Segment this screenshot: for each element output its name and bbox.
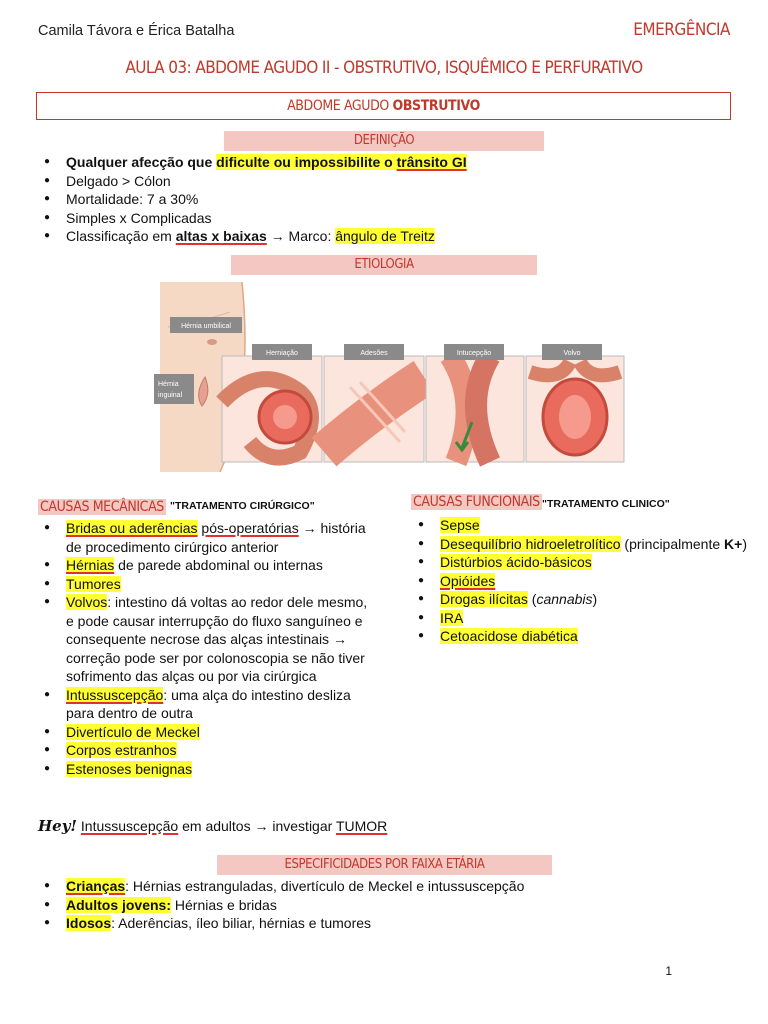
- cause-highlight: Cetoacidose diabética: [440, 628, 578, 644]
- cause-highlight: Drogas ilícitas: [440, 591, 528, 607]
- etiology-illustration: [150, 282, 628, 472]
- cause-highlight: Corpos estranhos: [66, 742, 177, 758]
- cause-highlight: Distúrbios ácido-básicos: [440, 554, 592, 570]
- cause-highlight: Tumores: [66, 575, 121, 592]
- list-item-text: Delgado > Cólon: [66, 172, 171, 189]
- panel-intussusception: [426, 344, 524, 462]
- topic-title-bold: OBSTRUTIVO: [392, 98, 480, 114]
- cause-highlight: Divertículo de Meckel: [66, 723, 200, 740]
- panel-herniation: [222, 344, 322, 462]
- list-item: [38, 760, 378, 779]
- list-item-text: ): [592, 591, 598, 607]
- list-item: [38, 914, 738, 933]
- definition-highlight-underlined: trânsito GI: [396, 154, 467, 170]
- list-item-text: Mortalidade: 7 a 30%: [66, 191, 199, 207]
- tip-line: [38, 817, 387, 835]
- list-item: [38, 723, 378, 742]
- list-item: [412, 590, 762, 609]
- list-item-text: Classificação em: [66, 228, 176, 244]
- panel-adhesions: [324, 344, 424, 462]
- document-authors: Camila Távora e Érica Batalha: [38, 23, 235, 39]
- label-panel-2: Adesões: [360, 350, 388, 357]
- cause-highlight: IRA: [440, 609, 464, 626]
- potassium-bold: K+: [724, 535, 743, 552]
- age-specifics-heading: ESPECIFICIDADES POR FAIXA ETÁRIA: [217, 855, 552, 875]
- list-item: [38, 896, 738, 915]
- list-item: [412, 609, 762, 628]
- list-item-text: → história de procedimento cirúrgico anterior: [66, 520, 366, 555]
- list-item: [412, 627, 762, 646]
- list-item: [38, 153, 738, 172]
- cause-highlight: Hérnias: [66, 557, 115, 573]
- cause-underlined: pós-operatórias: [201, 520, 299, 536]
- list-item-text: → Marco:: [266, 228, 336, 244]
- list-item-text: : intestino dá voltas ao redor dele mesmo, e pode causar interrupção do fluxo sanguíneo e consequente necrose das alças intestinais → correção pode ser por colonoscopia se não tiver sofrimento das alças ou por via cirúrgica: [66, 594, 368, 684]
- list-item-text: Simples x Complicadas: [66, 209, 212, 226]
- functional-causes-heading: CAUSAS FUNCIONAIS: [413, 494, 540, 510]
- surgical-treatment-note: "TRATAMENTO CIRÚRGICO": [170, 500, 315, 512]
- cause-highlight: Intussuscepção: [66, 686, 164, 703]
- list-item: [38, 686, 378, 723]
- label-hernia-inguinal-2: inguinal: [158, 392, 183, 399]
- cause-highlight: Opióides: [440, 572, 496, 589]
- tip-tumor: TUMOR: [335, 818, 388, 834]
- cannabis-italic: cannabis: [536, 591, 593, 607]
- cause-highlight: Estenoses benignas: [66, 760, 193, 777]
- label-panel-3: Intucepção: [456, 350, 492, 357]
- list-item: [412, 572, 762, 591]
- list-item: [38, 593, 378, 686]
- etiology-heading: ETIOLOGIA: [231, 255, 537, 275]
- list-item: [38, 190, 738, 209]
- list-item: [412, 535, 762, 554]
- label-panel-4: Volvo: [563, 350, 581, 357]
- specialty-label: EMERGÊNCIA: [633, 20, 730, 40]
- page-number: 1: [665, 964, 672, 978]
- list-item: [38, 227, 738, 246]
- topic-title-prefix: ABDOME AGUDO: [287, 98, 393, 114]
- list-item-text: ): [742, 535, 748, 552]
- topic-title-box: [36, 92, 731, 120]
- list-item: [38, 556, 378, 575]
- list-item: [38, 209, 738, 228]
- label-hernia-inguinal-1: Hérnia: [158, 381, 179, 388]
- label-panel-1: Herniação: [266, 350, 298, 357]
- functional-causes-list: [412, 516, 762, 646]
- list-item-text: (: [527, 591, 537, 607]
- list-item-text: Hérnias e bridas: [171, 896, 277, 913]
- list-item-text: : Aderências, íleo biliar, hérnias e tumores: [111, 915, 372, 931]
- list-item-text: de parede abdominal ou internas: [114, 557, 323, 573]
- mechanical-causes-list: [38, 519, 378, 778]
- list-item: [38, 877, 738, 896]
- cause-highlight: Volvos: [66, 594, 108, 610]
- list-item: [38, 575, 378, 594]
- list-item: [38, 172, 738, 191]
- list-item-text: (principalmente: [620, 535, 725, 552]
- list-item: [38, 741, 378, 760]
- age-group-label: Idosos: [66, 915, 112, 931]
- age-specifics-list: [38, 877, 738, 933]
- tip-text: em adultos → investigar: [178, 818, 336, 834]
- tip-underlined: Intussuscepção: [80, 818, 179, 834]
- treitz-highlight: ângulo de Treitz: [335, 228, 435, 244]
- cause-highlight: Sepse: [440, 517, 480, 533]
- clinical-treatment-note: "TRATAMENTO CLINICO": [542, 498, 670, 510]
- lecture-title: AULA 03: ABDOME AGUDO II - OBSTRUTIVO, ISQUÊMICO E PERFURATIVO: [125, 58, 643, 78]
- age-group-label: Adultos jovens:: [66, 896, 172, 913]
- definition-heading: DEFINIÇÃO: [224, 131, 544, 151]
- classification-bold: altas x baixas: [175, 228, 267, 244]
- list-item: [412, 553, 762, 572]
- age-group-label: Crianças: [66, 878, 126, 894]
- list-item-text: : uma alça do intestino desliza para dentro de outra: [66, 686, 351, 721]
- list-item-text: : Hérnias estranguladas, divertículo de Meckel e intussuscepção: [125, 878, 525, 894]
- list-item: [412, 516, 762, 535]
- definition-text: Qualquer afecção que: [66, 154, 217, 170]
- panel-volvulus: [526, 344, 624, 462]
- label-hernia-umbilical: Hérnia umbilical: [181, 323, 231, 330]
- cause-highlight: Bridas ou aderências: [66, 520, 198, 536]
- mechanical-causes-heading: CAUSAS MECÂNICAS: [40, 499, 164, 515]
- cause-highlight: Desequilíbrio hidroeletrolítico: [440, 535, 621, 552]
- list-item: [38, 519, 378, 556]
- definition-list: [38, 153, 738, 246]
- hey-label: Hey!: [38, 817, 78, 835]
- definition-highlight: dificulte ou impossibilite o: [216, 154, 397, 170]
